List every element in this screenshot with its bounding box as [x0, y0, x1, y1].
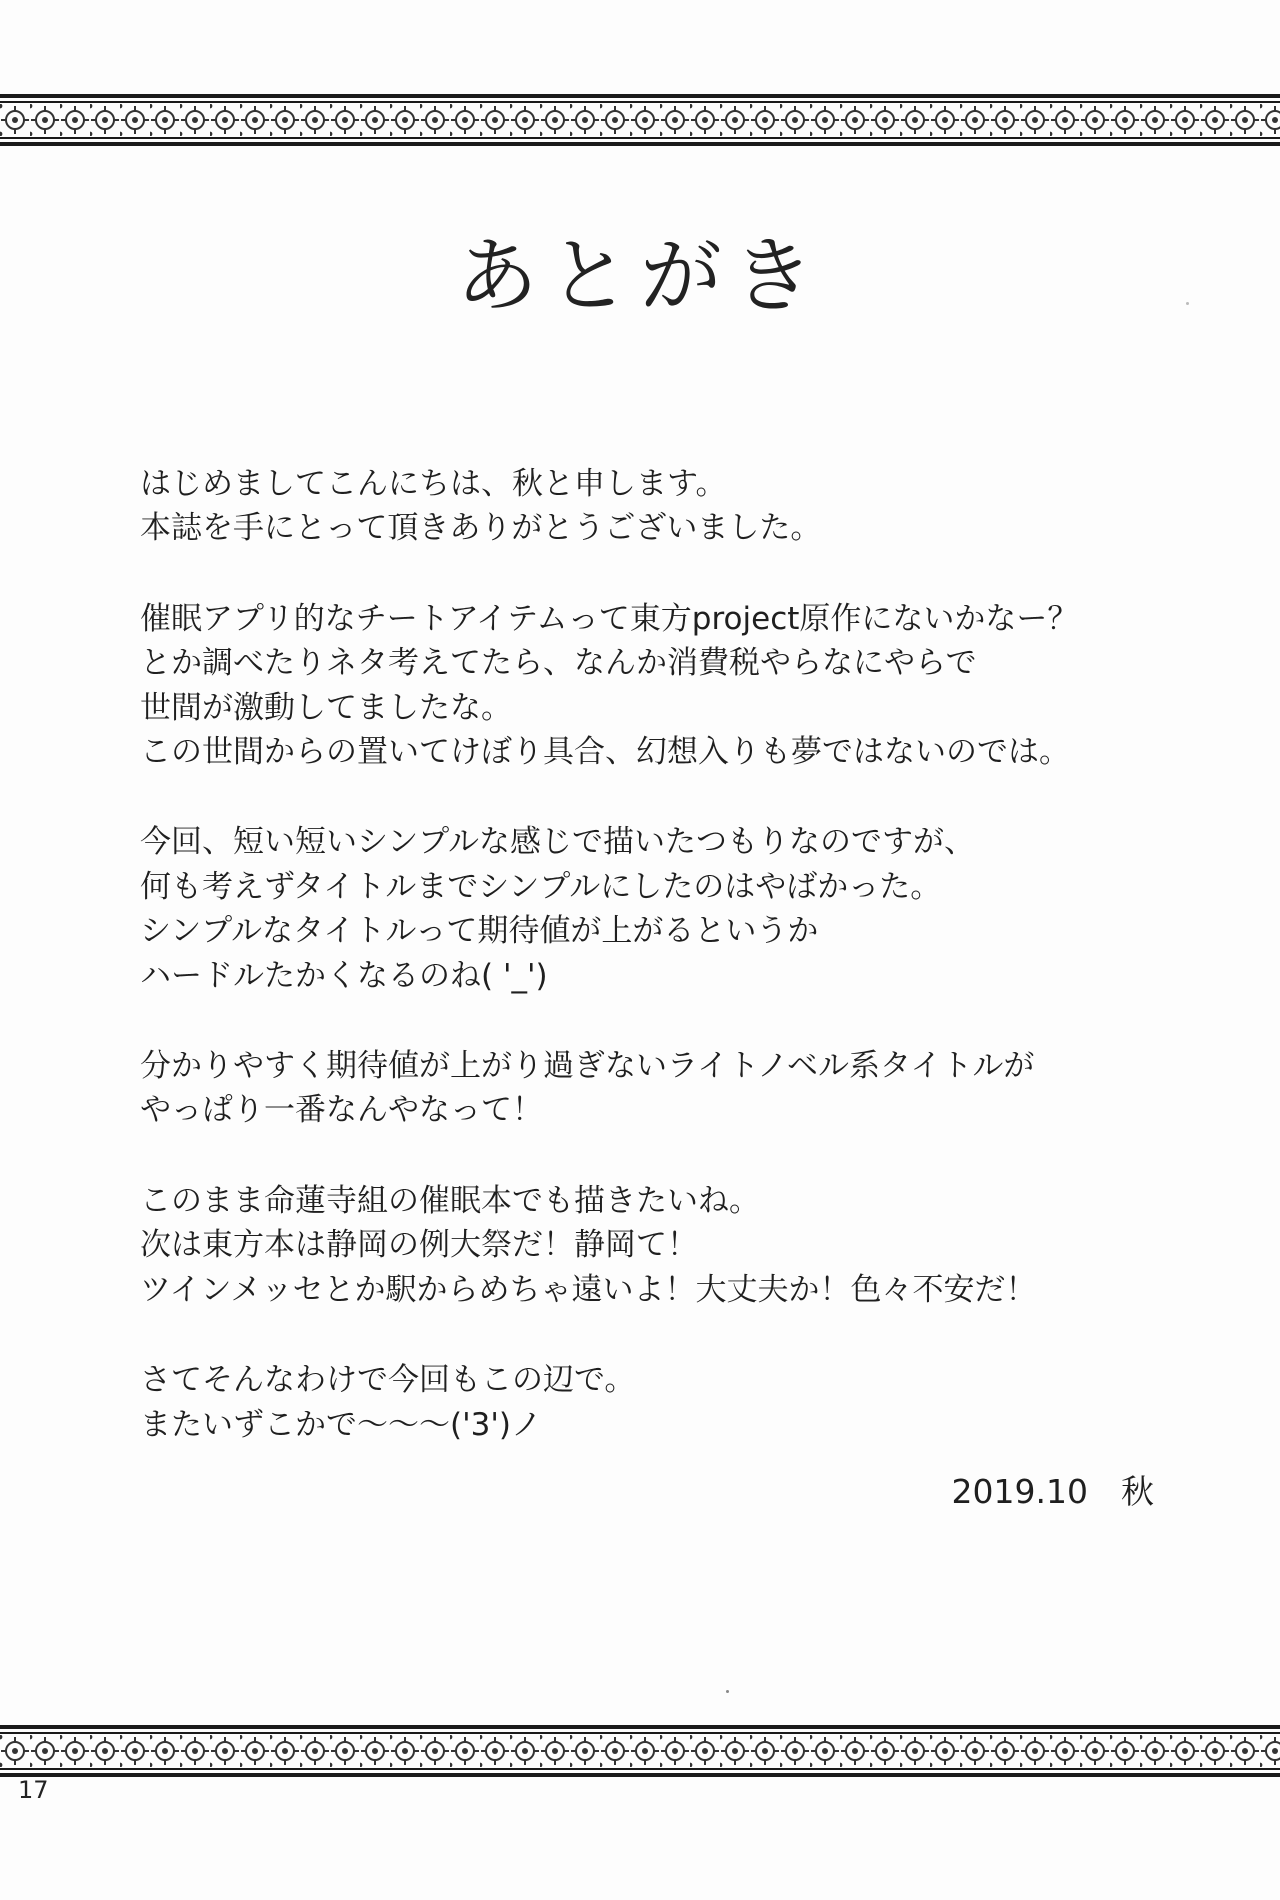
paragraph-simple-title — [140, 820, 1140, 998]
text-line: 今回、短い短いシンプルな感じで描いたつもりなのですが、 — [140, 824, 975, 861]
bottom-lace-border — [0, 1723, 1280, 1779]
text-line: 次は東方本は静岡の例大祭だ！静岡て！ — [140, 1227, 698, 1264]
date-signature: 2019.10 秋 — [951, 1472, 1154, 1511]
text-line: とか調べたりネタ考えてたら、なんか消費税やらなにやらで — [140, 645, 977, 682]
paragraph-greeting — [140, 462, 1140, 551]
paragraph-light-novel — [140, 1044, 1140, 1133]
text-line: 世間が激動してましたな。 — [140, 689, 512, 726]
paper-speck — [726, 1690, 729, 1693]
text-line: 催眠アプリ的なチートアイテムって東方project原作にないかなー？ — [140, 600, 1079, 637]
text-line: この世間からの置いてけぼり具合、幻想入りも夢ではないのでは。 — [140, 734, 1070, 771]
text-line: さてそんなわけで今回もこの辺で。 — [140, 1362, 636, 1399]
page-title: あとがき — [455, 229, 824, 324]
text-line: 分かりやすく期待値が上がり過ぎないライトノベル系タイトルが — [140, 1048, 1035, 1085]
text-line: またいずこかで～～～('3')ノ — [140, 1406, 542, 1443]
text-line: 本誌を手にとって頂きありがとうございました。 — [140, 510, 822, 547]
paragraph-hypnosis-app — [140, 597, 1140, 775]
text-line: ツインメッセとか駅からめちゃ遠いよ！大丈夫か！色々不安だ！ — [140, 1271, 1037, 1308]
afterword-body — [140, 462, 1140, 1493]
paragraph-next-event — [140, 1179, 1140, 1312]
text-line: このまま命蓮寺組の催眠本でも描きたいね。 — [140, 1182, 760, 1219]
top-lace-border — [0, 92, 1280, 148]
page-number: 17 — [18, 1776, 49, 1804]
text-line: 何も考えずタイトルまでシンプルにしたのはやばかった。 — [140, 868, 942, 905]
text-line: シンプルなタイトルって期待値が上がるというか — [140, 913, 819, 950]
paper-speck — [1186, 302, 1189, 305]
paragraph-farewell — [140, 1358, 1140, 1447]
text-line: ハードルたかくなるのね( '_') — [140, 957, 548, 994]
text-line: やっぱり一番なんやなって！ — [140, 1092, 543, 1129]
text-line: はじめましてこんにちは、秋と申します。 — [140, 466, 727, 502]
